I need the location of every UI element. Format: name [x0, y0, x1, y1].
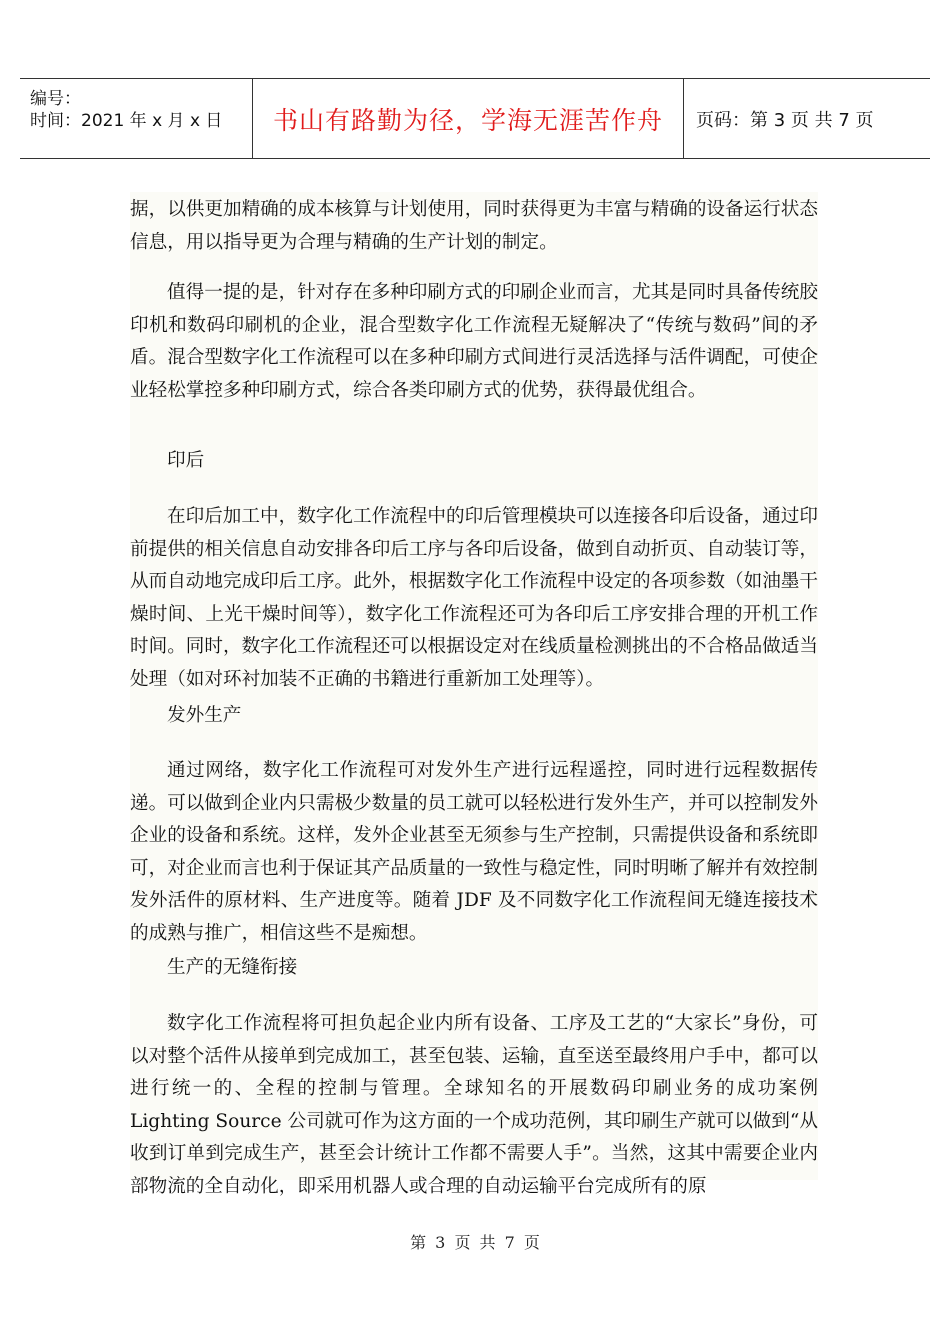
header-meta-cell [20, 79, 253, 158]
header-motto-cell [253, 79, 684, 158]
page-header [20, 78, 930, 159]
page-footer: 第 3 页 共 7 页 [410, 1233, 540, 1252]
section-heading: 发外生产 [167, 705, 242, 726]
body-paragraph: 值得一提的是，针对存在多种印刷方式的印刷企业而言，尤其是同时具备传统胶印机和数码印刷机的企业，混合型数字化工作流程无疑解决了“传统与数码”间的矛盾。混合型数字化工作流程可以在多种印刷方式间进行灵活选择与活件调配，可使企业轻松掌控多种印刷方式，综合各类印刷方式的优势，获得最优组合。 [130, 282, 818, 401]
header-page-cell [684, 79, 930, 158]
section-heading: 生产的无缝衔接 [167, 957, 298, 978]
header-motto: 书山有路勤为径，学海无涯苦作舟 [272, 105, 663, 135]
document-time-label: 时间：2021 年 x 月 x 日 [30, 111, 223, 131]
body-paragraph: 通过网络，数字化工作流程可对发外生产进行远程遥控，同时进行远程数据传递。可以做到企业内只需极少数量的员工就可以轻松进行发外生产，并可以控制发外企业的设备和系统。这样，发外企业甚至无须参与生产控制，只需提供设备和系统即可，对企业而言也利于保证其产品质量的一致性与稳定性，同时明晰了解并有效控制发外活件的原材料、生产进度等。随着 JDF 及不同数字化工作流程间无缝连接技术的成熟与推广，相信这些不是痴想。 [130, 760, 818, 944]
document-number-label: 编号： [30, 89, 81, 109]
body-paragraph: 据，以供更加精确的成本核算与计划使用，同时获得更为丰富与精确的设备运行状态信息，用以指导更为合理与精确的生产计划的制定。 [130, 199, 818, 253]
document-body [130, 192, 818, 1197]
section-heading: 印后 [167, 450, 205, 471]
header-page-code: 页码：第 3 页 共 7 页 [696, 109, 874, 131]
body-paragraph: 在印后加工中，数字化工作流程中的印后管理模块可以连接各印后设备，通过印前提供的相关信息自动安排各印后工序与各印后设备，做到自动折页、自动装订等，从而自动地完成印后工序。此外，根据数字化工作流程中设定的各项参数（如油墨干燥时间、上光干燥时间等），数字化工作流程还可为各印后工序安排合理的开机工作时间。同时，数字化工作流程还可以根据设定对在线质量检测挑出的不合格品做适当处理（如对环衬加装不正确的书籍进行重新加工处理等）。 [130, 506, 818, 690]
body-paragraph: 数字化工作流程将可担负起企业内所有设备、工序及工艺的“大家长”身份，可以对整个活件从接单到完成加工，甚至包装、运输，直至送至最终用户手中，都可以进行统一的、全程的控制与管理。全球知名的开展数码印刷业务的成功案例 Lighting Source 公司就可作为这方面的一个成功范例，其印刷生产就可以做到“从收到订单到完成生产，甚至会计统计工作都不需要人手”。当然，这其中需要企业内部物流的全自动化，即采用机器人或合理的自动运输平台完成所有的原 [130, 1013, 818, 1197]
